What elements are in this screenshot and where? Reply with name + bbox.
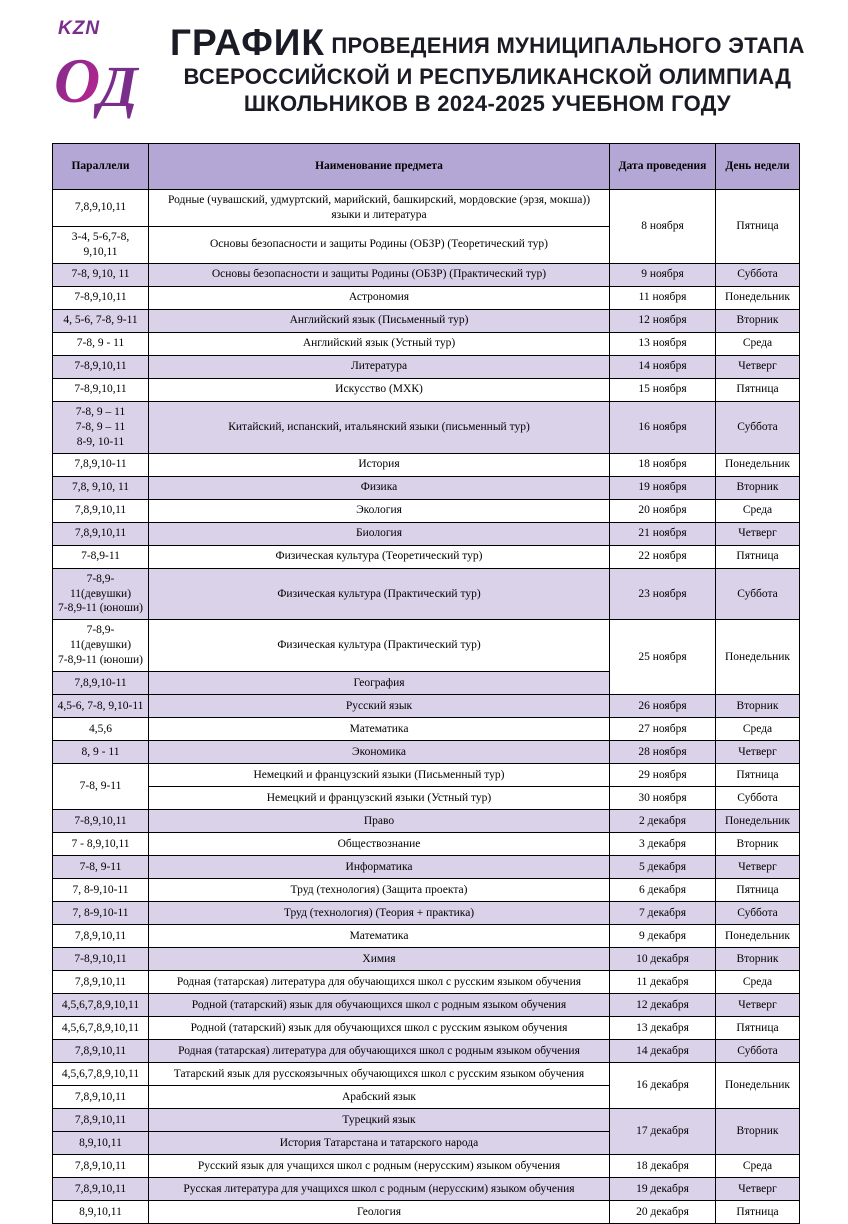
day-cell: Пятница <box>716 1201 800 1224</box>
subject-cell: Экономика <box>149 741 610 764</box>
parallels-cell: 7-8, 9 - 11 <box>53 332 149 355</box>
parallels-cell: 4, 5-6, 7-8, 9-11 <box>53 309 149 332</box>
schedule-table-container <box>0 129 848 1224</box>
subject-cell: Труд (технология) (Теория + практика) <box>149 902 610 925</box>
subject-cell: География <box>149 672 610 695</box>
subject-cell: Английский язык (Письменный тур) <box>149 309 610 332</box>
parallels-cell: 4,5,6,7,8,9,10,11 <box>53 1063 149 1086</box>
date-cell: 10 декабря <box>610 948 716 971</box>
day-cell: Суббота <box>716 902 800 925</box>
parallels-cell: 7-8,9,10,11 <box>53 355 149 378</box>
parallels-cell: 8,9,10,11 <box>53 1132 149 1155</box>
table-row <box>53 286 800 309</box>
parallels-cell: 4,5-6, 7-8, 9,10-11 <box>53 695 149 718</box>
parallels-cell: 4,5,6,7,8,9,10,11 <box>53 994 149 1017</box>
table-row <box>53 545 800 568</box>
table-row <box>53 401 800 453</box>
table-row <box>53 1201 800 1224</box>
day-cell: Пятница <box>716 764 800 787</box>
parallels-cell: 7,8,9,10,11 <box>53 1109 149 1132</box>
table-row <box>53 1017 800 1040</box>
parallels-cell: 7,8,9,10,11 <box>53 499 149 522</box>
parallels-cell: 7-8,9-11(девушки) 7-8,9-11 (юноши) <box>53 568 149 620</box>
subject-cell: Геология <box>149 1201 610 1224</box>
subject-cell: Немецкий и французский языки (Письменный тур) <box>149 764 610 787</box>
subject-cell: Физическая культура (Практический тур) <box>149 568 610 620</box>
day-cell: Суббота <box>716 263 800 286</box>
table-row <box>53 718 800 741</box>
day-cell: Суббота <box>716 401 800 453</box>
subject-cell: Литература <box>149 355 610 378</box>
table-row <box>53 453 800 476</box>
day-cell: Среда <box>716 718 800 741</box>
day-cell: Суббота <box>716 787 800 810</box>
title-line1 <box>170 22 805 63</box>
date-cell: 22 ноября <box>610 545 716 568</box>
subject-cell: Родная (татарская) литература для обучающихся школ с родным языком обучения <box>149 1040 610 1063</box>
day-cell: Пятница <box>716 545 800 568</box>
schedule-table <box>52 143 800 1224</box>
parallels-cell: 8, 9 - 11 <box>53 741 149 764</box>
svg-text:О: О <box>54 45 101 116</box>
day-cell: Понедельник <box>716 925 800 948</box>
subject-cell: Математика <box>149 718 610 741</box>
parallels-cell: 7-8,9-11(девушки) 7-8,9-11 (юноши) <box>53 620 149 672</box>
document-header <box>0 0 848 129</box>
subject-cell: Родная (татарская) литература для обучающихся школ с русским языком обучения <box>149 971 610 994</box>
date-cell: 20 ноября <box>610 499 716 522</box>
table-row <box>53 332 800 355</box>
table-row <box>53 355 800 378</box>
svg-text:Д: Д <box>98 54 138 119</box>
table-row <box>53 620 800 672</box>
subject-cell: Физическая культура (Теоретический тур) <box>149 545 610 568</box>
subject-cell: Немецкий и французский языки (Устный тур) <box>149 787 610 810</box>
table-row <box>53 902 800 925</box>
parallels-cell: 7-8, 9 – 11 7-8, 9 – 11 8-9, 10-11 <box>53 401 149 453</box>
table-row <box>53 948 800 971</box>
parallels-cell: 7,8,9,10,11 <box>53 1040 149 1063</box>
subject-cell: Русская литература для учащихся школ с родным (нерусским) языком обучения <box>149 1178 610 1201</box>
day-cell: Четверг <box>716 994 800 1017</box>
table-row <box>53 522 800 545</box>
date-cell: 29 ноября <box>610 764 716 787</box>
day-cell: Среда <box>716 1155 800 1178</box>
parallels-cell: 7,8,9,10-11 <box>53 672 149 695</box>
table-row <box>53 764 800 787</box>
parallels-cell: 7-8,9,10,11 <box>53 378 149 401</box>
day-cell: Среда <box>716 499 800 522</box>
subject-cell: Арабский язык <box>149 1086 610 1109</box>
subject-cell: Татарский язык для русскоязычных обучающихся школ с русским языком обучения <box>149 1063 610 1086</box>
subject-cell: Право <box>149 810 610 833</box>
day-cell: Пятница <box>716 879 800 902</box>
subject-cell: Родные (чувашский, удмуртский, марийский, башкирский, мордовские (эрзя, мокша)) языки и литература <box>149 190 610 227</box>
date-cell: 12 декабря <box>610 994 716 1017</box>
date-cell: 23 ноября <box>610 568 716 620</box>
parallels-cell: 7,8,9,10,11 <box>53 1155 149 1178</box>
date-cell: 13 ноября <box>610 332 716 355</box>
date-cell: 28 ноября <box>610 741 716 764</box>
date-cell: 12 ноября <box>610 309 716 332</box>
date-cell: 11 ноября <box>610 286 716 309</box>
date-cell: 2 декабря <box>610 810 716 833</box>
table-row <box>53 1063 800 1086</box>
table-header-row <box>53 144 800 190</box>
date-cell: 15 ноября <box>610 378 716 401</box>
table-row <box>53 309 800 332</box>
subject-cell: История <box>149 453 610 476</box>
date-cell: 25 ноября <box>610 620 716 695</box>
parallels-cell: 7,8, 9,10, 11 <box>53 476 149 499</box>
date-cell: 30 ноября <box>610 787 716 810</box>
table-row <box>53 568 800 620</box>
parallels-cell: 7,8,9,10,11 <box>53 522 149 545</box>
day-cell: Понедельник <box>716 286 800 309</box>
day-cell: Пятница <box>716 1017 800 1040</box>
subject-cell: Химия <box>149 948 610 971</box>
date-cell: 21 ноября <box>610 522 716 545</box>
day-cell: Понедельник <box>716 1063 800 1109</box>
table-row <box>53 741 800 764</box>
day-cell: Вторник <box>716 695 800 718</box>
table-row <box>53 810 800 833</box>
parallels-cell: 7-8,9,10,11 <box>53 286 149 309</box>
parallels-cell: 7-8, 9,10, 11 <box>53 263 149 286</box>
day-cell: Вторник <box>716 1109 800 1155</box>
date-cell: 13 декабря <box>610 1017 716 1040</box>
subject-cell: Родной (татарский) язык для обучающихся школ с русским языком обучения <box>149 1017 610 1040</box>
parallels-cell: 7,8,9,10,11 <box>53 1086 149 1109</box>
date-cell: 19 декабря <box>610 1178 716 1201</box>
day-cell: Четверг <box>716 741 800 764</box>
day-cell: Понедельник <box>716 453 800 476</box>
column-header-weekday: День недели <box>716 144 800 190</box>
parallels-cell: 7, 8-9,10-11 <box>53 879 149 902</box>
page-title <box>170 18 805 117</box>
date-cell: 19 ноября <box>610 476 716 499</box>
subject-cell: Русский язык для учащихся школ с родным (нерусским) языком обучения <box>149 1155 610 1178</box>
day-cell: Четверг <box>716 522 800 545</box>
table-row <box>53 476 800 499</box>
parallels-cell: 7,8,9,10,11 <box>53 1178 149 1201</box>
parallels-cell: 4,5,6,7,8,9,10,11 <box>53 1017 149 1040</box>
column-header-date: Дата проведения <box>610 144 716 190</box>
parallels-cell: 7,8,9,10-11 <box>53 453 149 476</box>
parallels-cell: 7-8,9-11 <box>53 545 149 568</box>
table-row <box>53 879 800 902</box>
subject-cell: Турецкий язык <box>149 1109 610 1132</box>
subject-cell: Основы безопасности и защиты Родины (ОБЗР) (Практический тур) <box>149 263 610 286</box>
date-cell: 14 декабря <box>610 1040 716 1063</box>
table-row <box>53 695 800 718</box>
day-cell: Пятница <box>716 190 800 264</box>
title-line3: ШКОЛЬНИКОВ В 2024-2025 УЧЕБНОМ ГОДУ <box>243 91 731 117</box>
subject-cell: Математика <box>149 925 610 948</box>
day-cell: Суббота <box>716 568 800 620</box>
table-row <box>53 856 800 879</box>
table-row <box>53 1178 800 1201</box>
parallels-cell: 7,8,9,10,11 <box>53 971 149 994</box>
subject-cell: Экология <box>149 499 610 522</box>
schedule-table-body <box>53 190 800 1224</box>
subject-cell: Родной (татарский) язык для обучающихся школ с родным языком обучения <box>149 994 610 1017</box>
date-cell: 27 ноября <box>610 718 716 741</box>
subject-cell: Физика <box>149 476 610 499</box>
table-row <box>53 1155 800 1178</box>
day-cell: Среда <box>716 332 800 355</box>
date-cell: 26 ноября <box>610 695 716 718</box>
date-cell: 16 ноября <box>610 401 716 453</box>
parallels-cell: 7 - 8,9,10,11 <box>53 833 149 856</box>
date-cell: 8 ноября <box>610 190 716 264</box>
kzn-logo-text: KZN <box>58 18 101 39</box>
date-cell: 18 ноября <box>610 453 716 476</box>
date-cell: 16 декабря <box>610 1063 716 1109</box>
table-row <box>53 971 800 994</box>
day-cell: Понедельник <box>716 810 800 833</box>
date-cell: 18 декабря <box>610 1155 716 1178</box>
day-cell: Суббота <box>716 1040 800 1063</box>
day-cell: Вторник <box>716 476 800 499</box>
subject-cell: Физическая культура (Практический тур) <box>149 620 610 672</box>
day-cell: Четверг <box>716 1178 800 1201</box>
date-cell: 9 ноября <box>610 263 716 286</box>
subject-cell: Китайский, испанский, итальянский языки (письменный тур) <box>149 401 610 453</box>
title-word-grafik: ГРАФИК <box>170 22 325 63</box>
parallels-cell: 4,5,6 <box>53 718 149 741</box>
subject-cell: Искусство (МХК) <box>149 378 610 401</box>
day-cell: Среда <box>716 971 800 994</box>
date-cell: 11 декабря <box>610 971 716 994</box>
date-cell: 6 декабря <box>610 879 716 902</box>
subject-cell: Труд (технология) (Защита проекта) <box>149 879 610 902</box>
parallels-cell: 8,9,10,11 <box>53 1201 149 1224</box>
parallels-cell: 7-8,9,10,11 <box>53 948 149 971</box>
day-cell: Четверг <box>716 856 800 879</box>
table-row <box>53 787 800 810</box>
date-cell: 7 декабря <box>610 902 716 925</box>
kzn-education-emblem-icon <box>52 40 148 118</box>
subject-cell: Астрономия <box>149 286 610 309</box>
subject-cell: История Татарстана и татарского народа <box>149 1132 610 1155</box>
day-cell: Вторник <box>716 833 800 856</box>
table-row <box>53 994 800 1017</box>
date-cell: 20 декабря <box>610 1201 716 1224</box>
table-row <box>53 1109 800 1132</box>
subject-cell: Информатика <box>149 856 610 879</box>
day-cell: Вторник <box>716 309 800 332</box>
subject-cell: Русский язык <box>149 695 610 718</box>
table-row <box>53 378 800 401</box>
parallels-cell: 3-4, 5-6,7-8, 9,10,11 <box>53 226 149 263</box>
parallels-cell: 7-8, 9-11 <box>53 764 149 810</box>
day-cell: Вторник <box>716 948 800 971</box>
table-row <box>53 190 800 227</box>
kzn-logo <box>52 18 156 123</box>
table-row <box>53 263 800 286</box>
day-cell: Пятница <box>716 378 800 401</box>
parallels-cell: 7-8, 9-11 <box>53 856 149 879</box>
title-line1-rest: ПРОВЕДЕНИЯ МУНИЦИПАЛЬНОГО ЭТАПА <box>324 33 805 58</box>
subject-cell: Английский язык (Устный тур) <box>149 332 610 355</box>
table-row <box>53 925 800 948</box>
day-cell: Четверг <box>716 355 800 378</box>
date-cell: 3 декабря <box>610 833 716 856</box>
parallels-cell: 7-8,9,10,11 <box>53 810 149 833</box>
day-cell: Понедельник <box>716 620 800 695</box>
subject-cell: Обществознание <box>149 833 610 856</box>
table-row <box>53 1040 800 1063</box>
table-row <box>53 499 800 522</box>
subject-cell: Основы безопасности и защиты Родины (ОБЗР) (Теоретический тур) <box>149 226 610 263</box>
table-row <box>53 833 800 856</box>
parallels-cell: 7, 8-9,10-11 <box>53 902 149 925</box>
date-cell: 5 декабря <box>610 856 716 879</box>
date-cell: 9 декабря <box>610 925 716 948</box>
date-cell: 14 ноября <box>610 355 716 378</box>
parallels-cell: 7,8,9,10,11 <box>53 190 149 227</box>
column-header-subject: Наименование предмета <box>149 144 610 190</box>
column-header-parallels: Параллели <box>53 144 149 190</box>
title-line2: ВСЕРОССИЙСКОЙ И РЕСПУБЛИКАНСКОЙ ОЛИМПИАД <box>183 64 792 90</box>
date-cell: 17 декабря <box>610 1109 716 1155</box>
subject-cell: Биология <box>149 522 610 545</box>
parallels-cell: 7,8,9,10,11 <box>53 925 149 948</box>
